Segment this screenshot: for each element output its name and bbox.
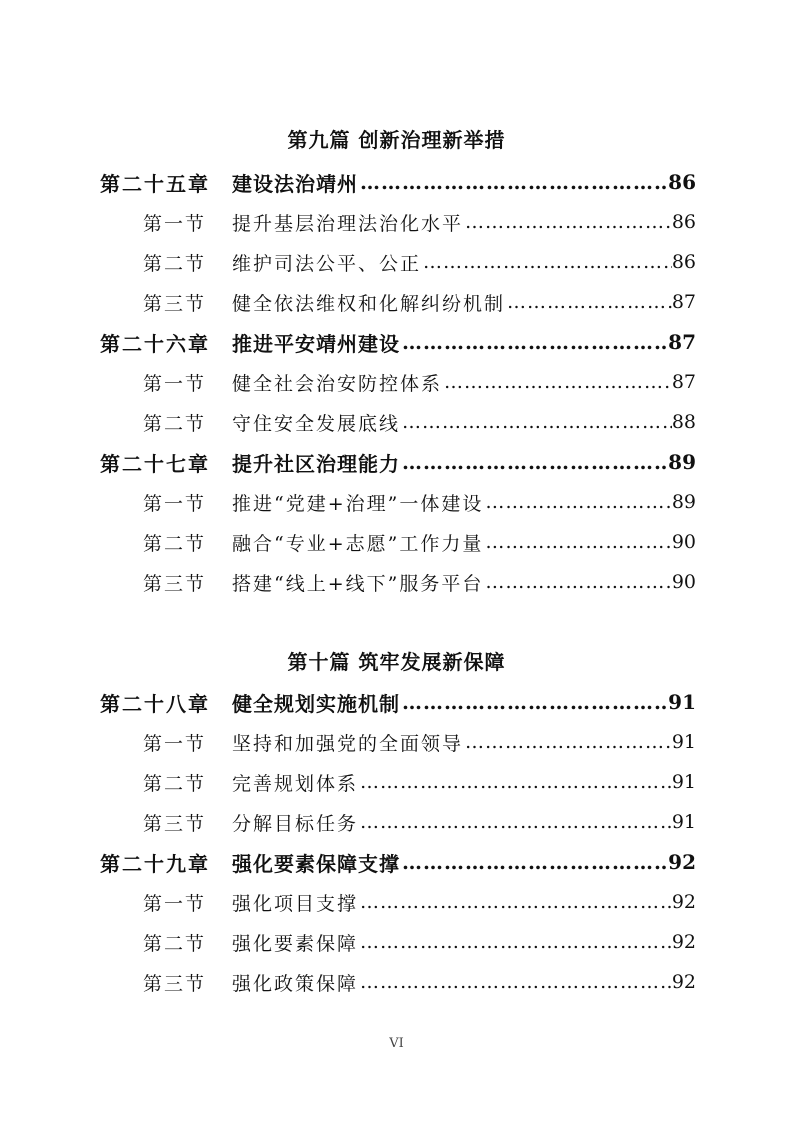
toc-section-entry[interactable] <box>0 362 696 402</box>
entry-page-number: 86 <box>671 211 696 233</box>
entry-label: 第二节 <box>143 412 207 435</box>
entry-title: 守住安全发展底线 <box>232 412 401 435</box>
entry-title: 推进“党建+治理”一体建设 <box>232 492 484 515</box>
entry-label: 第二十七章 <box>100 451 210 476</box>
entry-label: 第三节 <box>143 972 207 995</box>
entry-page-number: 91 <box>668 690 696 714</box>
entry-title: 提升基层治理法治化水平 <box>232 212 464 235</box>
dot-leader <box>483 491 671 513</box>
entry-label: 第一节 <box>143 492 207 515</box>
entry-title: 健全规划实施机制 <box>232 691 400 716</box>
entry-title: 健全依法维权和化解纠纷机制 <box>232 292 506 315</box>
entry-label: 第二节 <box>143 252 207 275</box>
entry-page-number: 86 <box>671 251 696 273</box>
entry-label: 第三节 <box>143 292 207 315</box>
toc-list <box>0 682 793 1002</box>
entry-page-number: 91 <box>671 731 696 753</box>
dot-leader <box>358 971 672 993</box>
toc-section-entry[interactable] <box>0 962 696 1002</box>
toc-chapter-entry[interactable] <box>0 682 696 722</box>
entry-title: 维护司法公平、公正 <box>232 252 422 275</box>
dot-leader <box>400 411 672 433</box>
part-title: 第十篇 筑牢发展新保障 <box>287 650 506 674</box>
dot-leader <box>358 771 672 793</box>
entry-title: 分解目标任务 <box>232 812 359 835</box>
toc-chapter-entry[interactable] <box>0 162 696 202</box>
entry-title: 建设法治靖州 <box>232 171 358 196</box>
entry-title: 推进平安靖州建设 <box>232 331 400 356</box>
toc-section-entry[interactable] <box>0 282 696 322</box>
entry-title: 坚持和加强党的全面领导 <box>232 732 464 755</box>
part-title: 第九篇 创新治理新举措 <box>287 128 506 152</box>
dot-leader <box>400 850 668 874</box>
entry-page-number: 89 <box>671 491 696 513</box>
entry-page-number: 91 <box>671 771 696 793</box>
toc-section-entry[interactable] <box>0 722 696 762</box>
toc-chapter-entry[interactable] <box>0 842 696 882</box>
entry-label: 第二节 <box>143 772 207 795</box>
toc-list <box>0 162 793 602</box>
dot-leader <box>358 170 668 194</box>
toc-section-entry[interactable] <box>0 762 696 802</box>
toc-section-entry[interactable] <box>0 402 696 442</box>
entry-page-number: 87 <box>671 291 696 313</box>
entry-label: 第一节 <box>143 372 207 395</box>
entry-title: 提升社区治理能力 <box>232 451 400 476</box>
entry-page-number: 87 <box>668 330 696 354</box>
toc-chapter-entry[interactable] <box>0 442 696 482</box>
dot-leader <box>421 251 672 273</box>
entry-page-number: 92 <box>671 971 696 993</box>
entry-title: 完善规划体系 <box>232 772 359 795</box>
toc-section-entry[interactable] <box>0 562 696 602</box>
dot-leader <box>400 690 668 714</box>
entry-title: 强化要素保障 <box>232 932 359 955</box>
entry-page-number: 88 <box>671 411 696 433</box>
dot-leader <box>358 931 672 953</box>
entry-page-number: 86 <box>668 170 696 194</box>
toc-section-entry[interactable] <box>0 882 696 922</box>
entry-label: 第二节 <box>143 532 207 555</box>
entry-title: 强化政策保障 <box>232 972 359 995</box>
entry-title: 强化项目支撑 <box>232 892 359 915</box>
entry-label: 第二十六章 <box>100 331 210 356</box>
entry-title: 健全社会治安防控体系 <box>232 372 443 395</box>
entry-label: 第二十八章 <box>100 691 210 716</box>
entry-title: 强化要素保障支撑 <box>232 851 400 876</box>
entry-label: 第二十五章 <box>100 171 210 196</box>
entry-label: 第一节 <box>143 892 207 915</box>
entry-page-number: 90 <box>671 571 696 593</box>
dot-leader <box>505 291 672 313</box>
entry-label: 第三节 <box>143 812 207 835</box>
entry-label: 第二十九章 <box>100 851 210 876</box>
dot-leader <box>483 531 671 553</box>
entry-label: 第一节 <box>143 732 207 755</box>
toc-section-entry[interactable] <box>0 202 696 242</box>
dot-leader <box>442 371 672 393</box>
page-number: VI <box>389 1036 404 1051</box>
toc-section-entry[interactable] <box>0 802 696 842</box>
entry-label: 第三节 <box>143 572 207 595</box>
entry-title: 融合“专业+志愿”工作力量 <box>232 532 484 555</box>
entry-title: 搭建“线上+线下”服务平台 <box>232 572 484 595</box>
dot-leader <box>463 731 672 753</box>
toc-chapter-entry[interactable] <box>0 322 696 362</box>
entry-label: 第二节 <box>143 932 207 955</box>
dot-leader <box>358 811 672 833</box>
toc-section-entry[interactable] <box>0 922 696 962</box>
entry-page-number: 92 <box>671 931 696 953</box>
entry-page-number: 89 <box>668 450 696 474</box>
dot-leader <box>483 571 671 593</box>
dot-leader <box>400 330 668 354</box>
dot-leader <box>463 211 672 233</box>
dot-leader <box>400 450 668 474</box>
toc-section-entry[interactable] <box>0 522 696 562</box>
entry-page-number: 92 <box>671 891 696 913</box>
entry-page-number: 91 <box>671 811 696 833</box>
toc-section-entry[interactable] <box>0 242 696 282</box>
entry-page-number: 87 <box>671 371 696 393</box>
entry-page-number: 90 <box>671 531 696 553</box>
entry-label: 第一节 <box>143 212 207 235</box>
entry-page-number: 92 <box>668 850 696 874</box>
dot-leader <box>358 891 672 913</box>
toc-section-entry[interactable] <box>0 482 696 522</box>
